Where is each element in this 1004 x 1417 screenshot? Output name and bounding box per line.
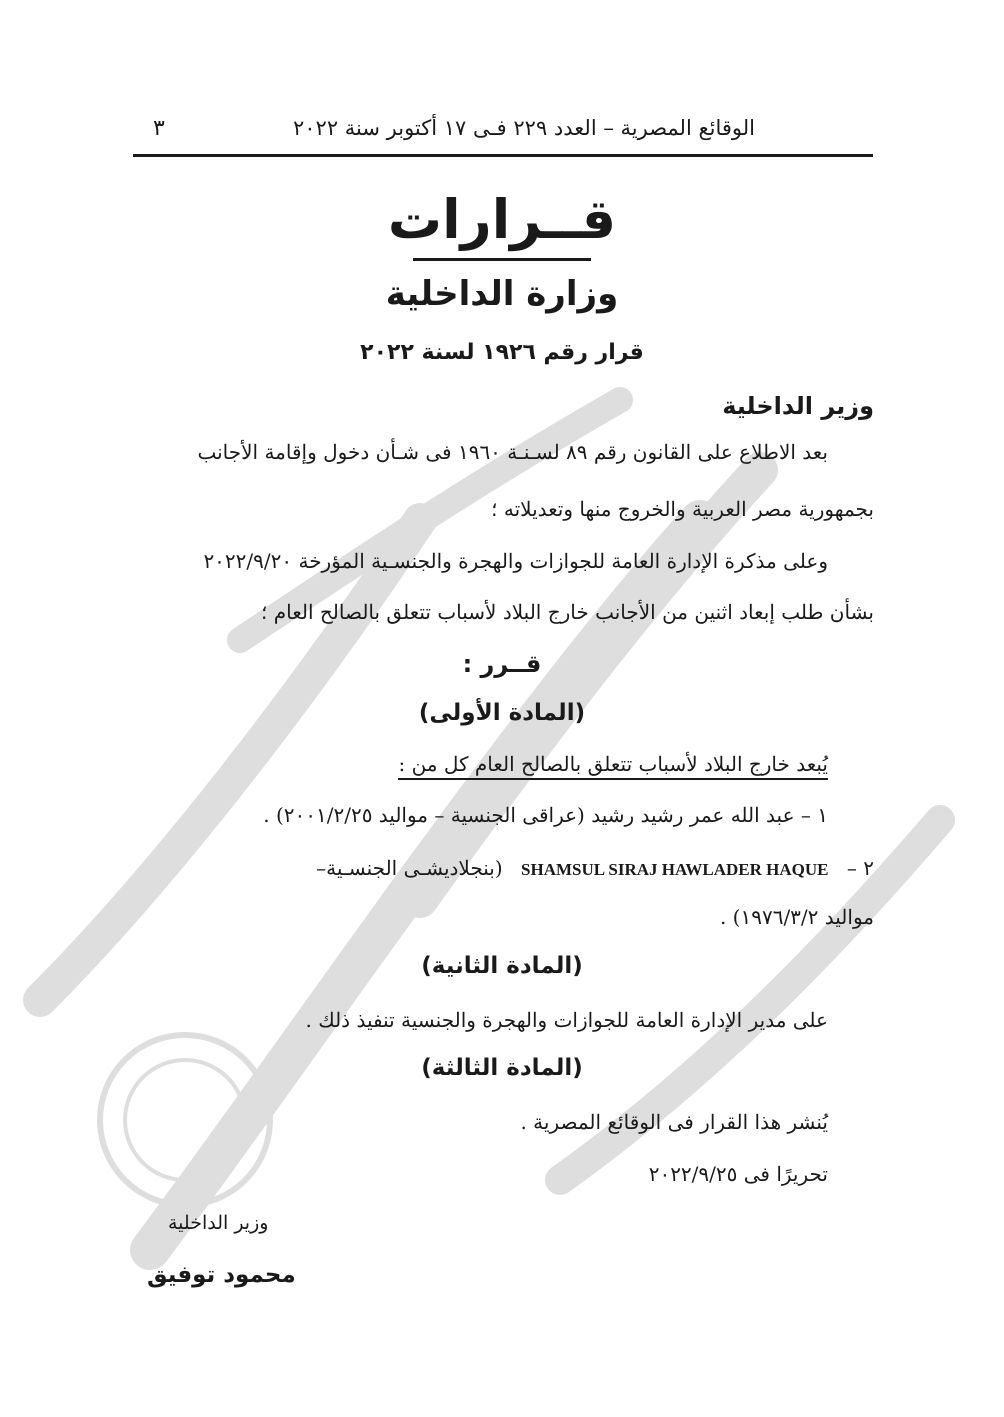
signatory-title: وزير الداخلية (168, 1212, 269, 1234)
gazette-header (133, 114, 873, 150)
deportee-item-2-continued: مواليد ١٩٧٦/٣/٢) . (719, 905, 874, 929)
title-underline (413, 258, 591, 261)
article-2-heading: (المادة الثانية) (421, 953, 583, 979)
page-title: قــرارات (387, 188, 617, 251)
preamble-line: بجمهورية مصر العربية والخروج منها وتعديلاته ؛ (491, 497, 874, 521)
signatory-name: محمود توفيق (147, 1262, 296, 1288)
article-1-text: يُبعد خارج البلاد لأسباب تتعلق بالصالح العام كل من : (398, 752, 828, 780)
issue-date: تحريرًا فى ٢٠٢٢/٩/٢٥ (648, 1162, 828, 1186)
ministry-name: وزارة الداخلية (385, 274, 619, 314)
decree-number: قرار رقم ١٩٢٦ لسنة ٢٠٢٢ (360, 340, 644, 365)
preamble-line: وعلى مذكرة الإدارة العامة للجوازات والهجرة والجنسـية المؤرخة ٢٠٢٢/٩/٢٠ (203, 549, 828, 573)
article-3-text: يُنشر هذا القرار فى الوقائع المصرية . (520, 1110, 828, 1134)
article-3-heading: (المادة الثالثة) (421, 1055, 583, 1081)
item-2-suffix: (بنجلاديشـى الجنسـية– (316, 856, 503, 880)
page-number: ٣ (153, 116, 165, 141)
preamble-line: بشأن طلب إبعاد اثنين من الأجانب خارج البلاد لأسباب تتعلق بالصالح العام ؛ (261, 600, 874, 624)
minister-heading: وزير الداخلية (722, 392, 874, 420)
header-title: الوقائع المصرية – العدد ٢٢٩ فـى ١٧ أكتوبر سنة ٢٠٢٢ (292, 116, 755, 140)
article-1-heading: (المادة الأولى) (418, 700, 586, 726)
article-2-text: على مدير الإدارة العامة للجوازات والهجرة والجنسية تنفيذ ذلك . (305, 1008, 828, 1032)
item-2-latin-name: SHAMSUL SIRAJ HAWLADER HAQUE (521, 860, 829, 879)
deportee-item-2 (134, 856, 874, 880)
decided-heading: قــرر : (462, 650, 542, 678)
preamble-line: بعد الاطلاع على القانون رقم ٨٩ لسـنـة ١٩٦٠ فى شـأن دخول وإقامة الأجانب (197, 440, 828, 464)
item-2-prefix: ٢ – (846, 856, 874, 880)
deportee-item-1: ١ – عبد الله عمر رشيد رشيد (عراقى الجنسية – مواليد ٢٠٠١/٢/٢٥) . (263, 803, 828, 827)
header-divider (133, 154, 873, 157)
